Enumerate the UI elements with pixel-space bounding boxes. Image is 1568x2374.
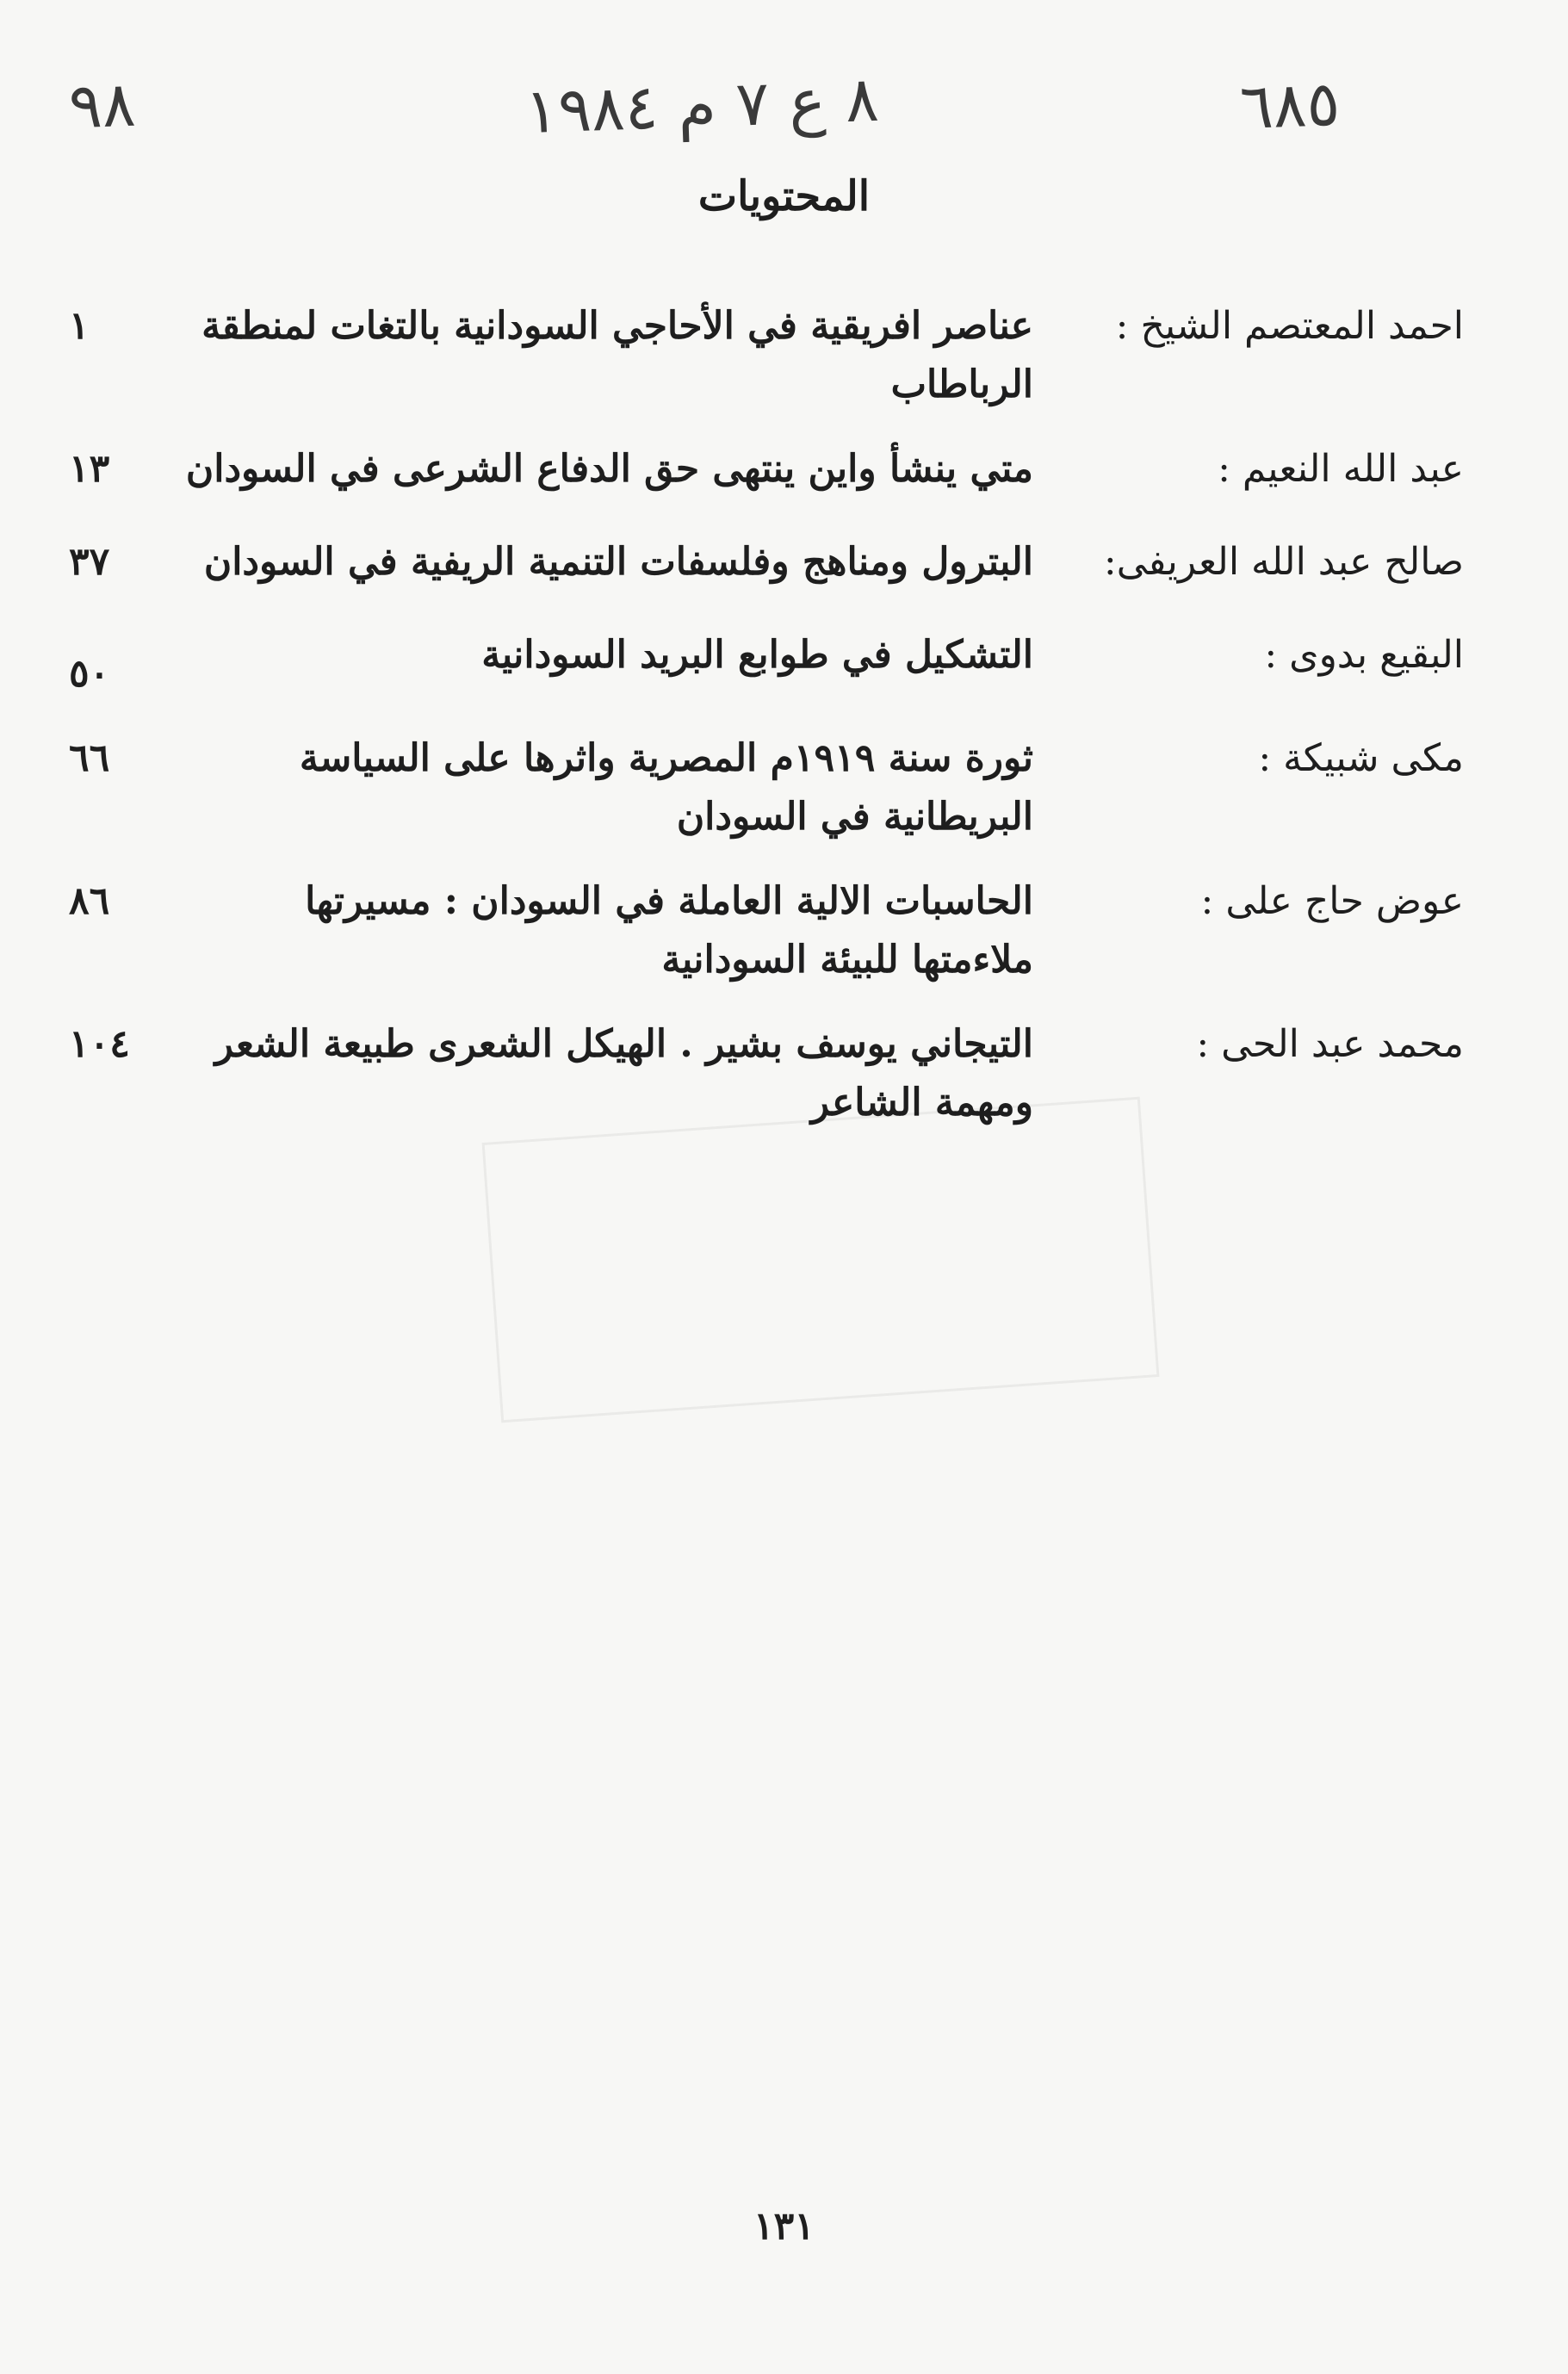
handwritten-annotation-center: ٨ ع ٧ م ١٩٨٤ (524, 62, 880, 148)
toc-entry (52, 1015, 1464, 1132)
toc-page-number: ١٠٤ (69, 1022, 130, 1066)
page-number-footer: ١٣١ (753, 2204, 815, 2248)
toc-page-number: ٥٠ (69, 652, 110, 696)
toc-author: البقيع بدوى : (1264, 633, 1464, 677)
toc-article-title: التيجاني يوسف بشير . الهيكل الشعرى طبيعة الشعر ومهمة الشاعر (214, 1022, 1033, 1125)
toc-author: صالح عبد الله العريفى: (1103, 540, 1464, 584)
toc-entry (52, 533, 1464, 592)
toc-author: محمد عبد الحى : (1196, 1022, 1464, 1066)
page-title: المحتويات (697, 172, 871, 220)
handwritten-annotation-right: ٦٨٥ (1238, 67, 1342, 143)
toc-page-number: ٦٦ (69, 736, 110, 780)
toc-article-title: البترول ومناهج وفلسفات التنمية الريفية في السودان (203, 540, 1033, 584)
toc-entry (52, 729, 1464, 846)
toc-entry (52, 626, 1464, 704)
toc-entry (52, 872, 1464, 989)
toc-entry (52, 440, 1464, 499)
toc-page-number: ٨٦ (69, 879, 110, 923)
toc-author: عبد الله النعيم : (1218, 447, 1464, 491)
toc-entry (52, 297, 1464, 414)
toc-article-title: عناصر افريقية في الأحاجي السودانية بالتغات لمنطقة الرباطاب (201, 304, 1033, 406)
table-of-contents (52, 297, 1464, 1158)
faint-stamp-mark (482, 1097, 1160, 1423)
handwritten-annotation-left: ٩٨ (67, 67, 137, 143)
toc-article-title: الحاسبات الالية العاملة في السودان : مسيرتها ملاءمتها للبيئة السودانية (305, 879, 1033, 982)
toc-page-number: ١ (69, 304, 90, 348)
toc-article-title: التشكيل في طوابع البريد السودانية (481, 633, 1033, 677)
toc-page-number: ١٣ (69, 447, 110, 491)
toc-page-number: ٣٧ (69, 540, 110, 584)
toc-author: مكى شبيكة : (1258, 736, 1464, 780)
toc-author: عوض حاج على : (1200, 879, 1464, 923)
toc-article-title: متي ينشأ واين ينتهى حق الدفاع الشرعى في السودان (185, 447, 1033, 491)
toc-article-title: ثورة سنة ١٩١٩م المصرية واثرها على السياسة البريطانية في السودان (299, 736, 1033, 839)
toc-author: احمد المعتصم الشيخ : (1115, 304, 1464, 348)
